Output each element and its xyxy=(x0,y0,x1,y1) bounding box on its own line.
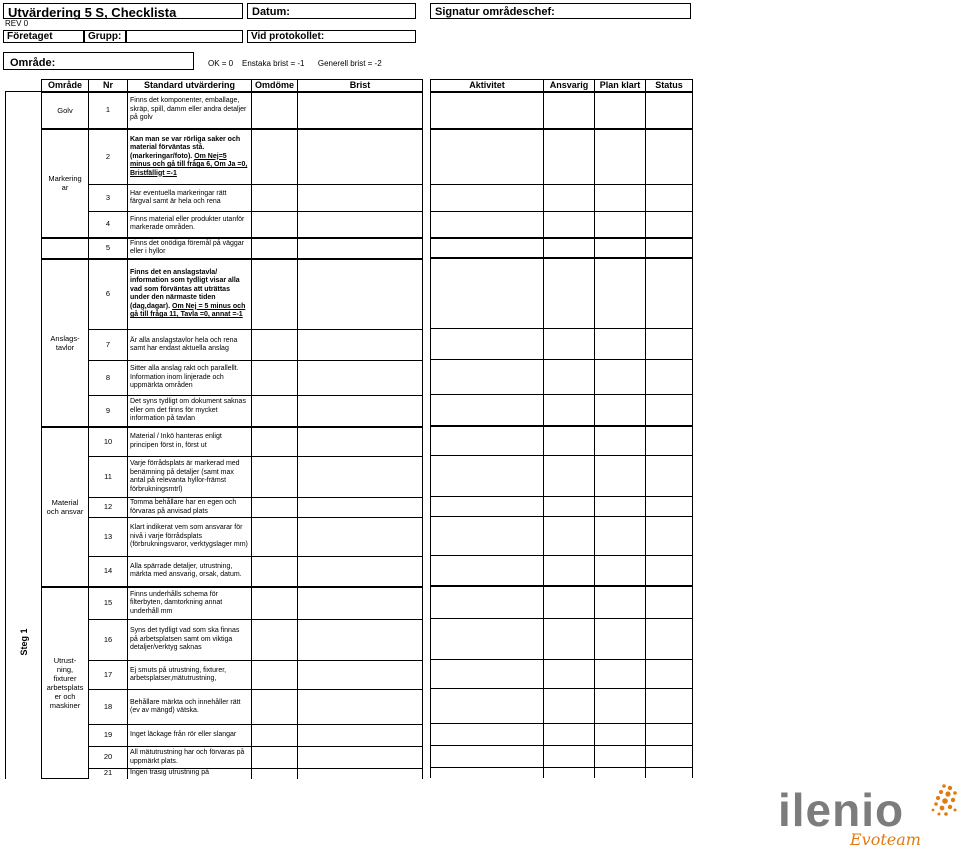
rating-cell[interactable] xyxy=(252,769,298,779)
activity-cell[interactable] xyxy=(431,724,544,746)
activity-cell[interactable] xyxy=(431,497,544,517)
status-cell[interactable] xyxy=(646,238,693,258)
action-row xyxy=(431,660,693,689)
logo-subtitle: Evoteam xyxy=(850,830,921,849)
plan-done-cell[interactable] xyxy=(595,456,646,497)
area-utrustning: Utrust- ning, fixturer arbetsplats er och maskiner xyxy=(42,587,89,779)
row-standard: Ingen trasig utrustning på xyxy=(128,769,252,779)
area-golv: Golv xyxy=(42,92,89,129)
signature-field[interactable]: Signatur områdeschef: xyxy=(430,3,691,19)
plan-done-cell[interactable] xyxy=(595,768,646,778)
status-cell[interactable] xyxy=(646,129,693,185)
status-cell[interactable] xyxy=(646,768,693,778)
score-legend xyxy=(208,59,382,68)
action-row xyxy=(431,497,693,517)
rating-cell[interactable] xyxy=(252,587,298,620)
rating-cell[interactable] xyxy=(252,620,298,661)
row-standard: Det syns tydligt om dokument saknas eller om det finns för mycket information på tavlan xyxy=(128,396,252,427)
status-cell[interactable] xyxy=(646,660,693,689)
responsible-cell[interactable] xyxy=(544,724,595,746)
plan-done-cell[interactable] xyxy=(595,619,646,660)
action-row xyxy=(431,517,693,556)
responsible-cell[interactable] xyxy=(544,238,595,258)
activity-cell[interactable] xyxy=(431,556,544,586)
row-nr: 14 xyxy=(89,557,128,587)
status-cell[interactable] xyxy=(646,426,693,456)
rating-cell[interactable] xyxy=(252,185,298,212)
action-row xyxy=(431,92,693,129)
row-nr: 11 xyxy=(89,457,128,498)
table-row xyxy=(6,92,423,129)
col-responsible: Ansvarig xyxy=(544,80,595,92)
deficiency-cell[interactable] xyxy=(298,129,423,185)
area-blank xyxy=(42,238,89,259)
row-nr: 12 xyxy=(89,498,128,518)
plan-done-cell[interactable] xyxy=(595,92,646,129)
row-text: Kan man se var rörliga saker och material förväntas stå. (markeringar/foto). xyxy=(130,135,241,160)
row-standard: Finns underhålls schema för filterbyten, damtorkning annat underhåll mm xyxy=(128,587,252,620)
status-cell[interactable] xyxy=(646,724,693,746)
row-standard: Finns det onödiga föremål på väggar eller i hyllor xyxy=(128,238,252,259)
date-field[interactable]: Datum: xyxy=(247,3,416,19)
rating-cell[interactable] xyxy=(252,747,298,769)
rating-cell[interactable] xyxy=(252,457,298,498)
deficiency-cell[interactable] xyxy=(298,498,423,518)
legend-single: Enstaka brist = -1 xyxy=(242,59,305,68)
deficiency-cell[interactable] xyxy=(298,396,423,427)
row-standard: Alla spärrade detaljer, utrustning, märkta med ansvarig, orsak, datum. xyxy=(128,557,252,587)
responsible-cell[interactable] xyxy=(544,456,595,497)
plan-done-cell[interactable] xyxy=(595,556,646,586)
rating-cell[interactable] xyxy=(252,212,298,238)
row-nr: 8 xyxy=(89,361,128,396)
activity-cell[interactable] xyxy=(431,360,544,395)
responsible-cell[interactable] xyxy=(544,212,595,238)
rating-cell[interactable] xyxy=(252,330,298,361)
row-instruction: Om Nej=5 minus och gå till fråga 6, Om Ja =0, Bristfälligt =-1 xyxy=(130,152,248,177)
group-field[interactable]: Grupp: xyxy=(84,30,126,43)
rating-cell[interactable] xyxy=(252,92,298,129)
step-cell xyxy=(6,92,42,779)
status-cell[interactable] xyxy=(646,212,693,238)
company-field[interactable]: Företaget xyxy=(3,30,84,43)
deficiency-cell[interactable] xyxy=(298,587,423,620)
deficiency-cell[interactable] xyxy=(298,457,423,498)
revision-label: REV 0 xyxy=(5,19,29,28)
action-table xyxy=(430,79,693,778)
col-activity: Aktivitet xyxy=(431,80,544,92)
logo-brand: ilenio xyxy=(778,784,905,836)
status-cell[interactable] xyxy=(646,185,693,212)
table-row xyxy=(6,129,423,185)
responsible-cell[interactable] xyxy=(544,185,595,212)
responsible-cell[interactable] xyxy=(544,129,595,185)
rating-cell[interactable] xyxy=(252,557,298,587)
plan-done-cell[interactable] xyxy=(595,185,646,212)
action-row xyxy=(431,586,693,619)
rating-cell[interactable] xyxy=(252,129,298,185)
deficiency-cell[interactable] xyxy=(298,620,423,661)
deficiency-cell[interactable] xyxy=(298,557,423,587)
table-row xyxy=(6,427,423,457)
row-nr: 16 xyxy=(89,620,128,661)
activity-cell[interactable] xyxy=(431,185,544,212)
status-cell[interactable] xyxy=(646,258,693,329)
row-standard: Inget läckage från rör eller slangar xyxy=(128,725,252,747)
responsible-cell[interactable] xyxy=(544,329,595,360)
plan-done-cell[interactable] xyxy=(595,746,646,768)
row-standard: Är alla anslagstavlor hela och rena samt har endast aktuella anslag xyxy=(128,330,252,361)
activity-cell[interactable] xyxy=(431,395,544,426)
plan-done-cell[interactable] xyxy=(595,724,646,746)
deficiency-cell[interactable] xyxy=(298,427,423,457)
activity-cell[interactable] xyxy=(431,586,544,619)
form-title: Utvärdering 5 S, Checklista xyxy=(3,3,243,19)
plan-done-cell[interactable] xyxy=(595,517,646,556)
plan-done-cell[interactable] xyxy=(595,212,646,238)
rating-cell[interactable] xyxy=(252,361,298,396)
row-nr: 21 xyxy=(89,769,128,779)
responsible-cell[interactable] xyxy=(544,92,595,129)
legend-general: Generell brist = -2 xyxy=(317,59,382,68)
responsible-cell[interactable] xyxy=(544,746,595,768)
rating-cell[interactable] xyxy=(252,427,298,457)
row-standard: All mätutrustning har och förvaras på uppmärkt plats. xyxy=(128,747,252,769)
deficiency-cell[interactable] xyxy=(298,330,423,361)
col-rating: Omdöme xyxy=(252,80,298,92)
action-row xyxy=(431,426,693,456)
deficiency-cell[interactable] xyxy=(298,238,423,259)
row-standard: Varje förrådsplats är markerad med benämning på detaljer (samt max antal på relevanta hyllor-främst förbrukningsmtrl) xyxy=(128,457,252,498)
row-standard: Syns det tydligt vad som ska finnas på arbetsplatsen samt om viktiga detaljer/verktyg saknas xyxy=(128,620,252,661)
protocol-field[interactable]: Vid protokollet: xyxy=(247,30,416,43)
status-cell[interactable] xyxy=(646,360,693,395)
rating-cell[interactable] xyxy=(252,690,298,725)
status-cell[interactable] xyxy=(646,619,693,660)
row-nr: 19 xyxy=(89,725,128,747)
action-row xyxy=(431,395,693,426)
row-nr: 15 xyxy=(89,587,128,620)
activity-cell[interactable] xyxy=(431,212,544,238)
plan-done-cell[interactable] xyxy=(595,360,646,395)
activity-cell[interactable] xyxy=(431,238,544,258)
responsible-cell[interactable] xyxy=(544,497,595,517)
status-cell[interactable] xyxy=(646,92,693,129)
row-nr: 17 xyxy=(89,661,128,690)
row-standard: Klart indikerat vem som ansvarar för nivå i varje förrådsplats (förbrukningsvaror, verktygslager mm) xyxy=(128,518,252,557)
table-row xyxy=(6,238,423,259)
status-cell[interactable] xyxy=(646,497,693,517)
plan-done-cell[interactable] xyxy=(595,238,646,258)
action-row xyxy=(431,456,693,497)
plan-done-cell[interactable] xyxy=(595,426,646,456)
plan-done-cell[interactable] xyxy=(595,129,646,185)
legend-ok: OK = 0 xyxy=(208,59,234,68)
activity-cell[interactable] xyxy=(431,92,544,129)
responsible-cell[interactable] xyxy=(544,426,595,456)
row-standard: Tomma behållare har en egen och förvaras på anvisad plats xyxy=(128,498,252,518)
row-standard: Ej smuts på utrustning, fixturer, arbetsplatser,mätutrustning, xyxy=(128,661,252,690)
rating-cell[interactable] xyxy=(252,725,298,747)
plan-done-cell[interactable] xyxy=(595,258,646,329)
rating-cell[interactable] xyxy=(252,661,298,690)
row-nr: 7 xyxy=(89,330,128,361)
row-standard: Finns material eller produkter utanför markerade områden. xyxy=(128,212,252,238)
row-standard xyxy=(128,129,252,185)
status-cell[interactable] xyxy=(646,556,693,586)
plan-done-cell[interactable] xyxy=(595,660,646,689)
row-standard: Material / Inkö hanteras enligt principen först in, först ut xyxy=(128,427,252,457)
activity-cell[interactable] xyxy=(431,619,544,660)
deficiency-cell[interactable] xyxy=(298,661,423,690)
responsible-cell[interactable] xyxy=(544,586,595,619)
activity-cell[interactable] xyxy=(431,768,544,778)
responsible-cell[interactable] xyxy=(544,689,595,724)
area-field[interactable]: Område: xyxy=(3,52,194,70)
row-nr: 4 xyxy=(89,212,128,238)
rating-cell[interactable] xyxy=(252,238,298,259)
row-nr: 2 xyxy=(89,129,128,185)
row-nr: 9 xyxy=(89,396,128,427)
action-row xyxy=(431,724,693,746)
deficiency-cell[interactable] xyxy=(298,690,423,725)
row-nr: 5 xyxy=(89,238,128,259)
plan-done-cell[interactable] xyxy=(595,395,646,426)
group-value-field[interactable] xyxy=(126,30,243,43)
row-nr: 3 xyxy=(89,185,128,212)
col-deficiency: Brist xyxy=(298,80,423,92)
activity-cell[interactable] xyxy=(431,746,544,768)
row-instruction: Om Nej = 5 minus och gå till fråga 11, Tavla =0, annat =-1 xyxy=(130,302,246,319)
step-label: Steg 1 xyxy=(18,628,29,656)
col-status: Status xyxy=(646,80,693,92)
row-nr: 1 xyxy=(89,92,128,129)
responsible-cell[interactable] xyxy=(544,619,595,660)
row-nr: 6 xyxy=(89,259,128,330)
status-cell[interactable] xyxy=(646,456,693,497)
row-nr: 18 xyxy=(89,690,128,725)
col-area: Område xyxy=(42,80,89,92)
responsible-cell[interactable] xyxy=(544,556,595,586)
deficiency-cell[interactable] xyxy=(298,92,423,129)
col-nr: Nr xyxy=(89,80,128,92)
activity-cell[interactable] xyxy=(431,426,544,456)
responsible-cell[interactable] xyxy=(544,517,595,556)
responsible-cell[interactable] xyxy=(544,360,595,395)
plan-done-cell[interactable] xyxy=(595,689,646,724)
status-cell[interactable] xyxy=(646,517,693,556)
responsible-cell[interactable] xyxy=(544,660,595,689)
activity-cell[interactable] xyxy=(431,517,544,556)
status-cell[interactable] xyxy=(646,329,693,360)
action-row xyxy=(431,238,693,258)
checklist-table xyxy=(5,79,423,779)
status-cell[interactable] xyxy=(646,689,693,724)
deficiency-cell[interactable] xyxy=(298,259,423,330)
area-markering: Markering ar xyxy=(42,129,89,238)
action-row xyxy=(431,768,693,778)
col-plan-done: Plan klart xyxy=(595,80,646,92)
status-cell[interactable] xyxy=(646,586,693,619)
action-row xyxy=(431,746,693,768)
deficiency-cell[interactable] xyxy=(298,185,423,212)
deficiency-cell[interactable] xyxy=(298,725,423,747)
row-standard: Finns det komponenter, emballage, skräp, spill, damm eller andra detaljer på golv xyxy=(128,92,252,129)
table-row xyxy=(6,259,423,330)
deficiency-cell[interactable] xyxy=(298,769,423,779)
action-row xyxy=(431,689,693,724)
action-row xyxy=(431,258,693,329)
area-anslagstavlor: Anslags- tavlor xyxy=(42,259,89,427)
deficiency-cell[interactable] xyxy=(298,518,423,557)
row-standard: Har eventuella markeringar rätt färgval samt är hela och rena xyxy=(128,185,252,212)
rating-cell[interactable] xyxy=(252,518,298,557)
company-logo xyxy=(778,780,960,855)
responsible-cell[interactable] xyxy=(544,768,595,778)
rating-cell[interactable] xyxy=(252,498,298,518)
action-row xyxy=(431,360,693,395)
step-header-blank xyxy=(6,80,42,92)
plan-done-cell[interactable] xyxy=(595,586,646,619)
action-row xyxy=(431,212,693,238)
activity-cell[interactable] xyxy=(431,660,544,689)
row-standard: Behållare märkta och innehåller rätt (ev av mängd) vätska. xyxy=(128,690,252,725)
status-cell[interactable] xyxy=(646,746,693,768)
col-standard: Standard utvärdering xyxy=(128,80,252,92)
deficiency-cell[interactable] xyxy=(298,747,423,769)
row-nr: 10 xyxy=(89,427,128,457)
activity-cell[interactable] xyxy=(431,329,544,360)
activity-cell[interactable] xyxy=(431,129,544,185)
area-material: Material och ansvar xyxy=(42,427,89,587)
action-row xyxy=(431,619,693,660)
plan-done-cell[interactable] xyxy=(595,497,646,517)
row-nr: 13 xyxy=(89,518,128,557)
action-row xyxy=(431,329,693,360)
action-row xyxy=(431,129,693,185)
rating-cell[interactable] xyxy=(252,396,298,427)
activity-cell[interactable] xyxy=(431,456,544,497)
action-row xyxy=(431,185,693,212)
plan-done-cell[interactable] xyxy=(595,329,646,360)
row-text: Finns det en anslagstavla/ information som tydligt visar alla vad som förväntas att uträttas under den närmaste tiden (dag,dagar). xyxy=(130,268,240,310)
activity-cell[interactable] xyxy=(431,689,544,724)
logo-dots-icon xyxy=(920,782,960,822)
responsible-cell[interactable] xyxy=(544,258,595,329)
action-row xyxy=(431,556,693,586)
row-standard xyxy=(128,259,252,330)
activity-cell[interactable] xyxy=(431,258,544,329)
table-row xyxy=(6,587,423,620)
row-nr: 20 xyxy=(89,747,128,769)
rating-cell[interactable] xyxy=(252,259,298,330)
deficiency-cell[interactable] xyxy=(298,212,423,238)
status-cell[interactable] xyxy=(646,395,693,426)
responsible-cell[interactable] xyxy=(544,395,595,426)
deficiency-cell[interactable] xyxy=(298,361,423,396)
row-standard: Sitter alla anslag rakt och parallellt. Information inom linjerade och uppmärkta områden xyxy=(128,361,252,396)
